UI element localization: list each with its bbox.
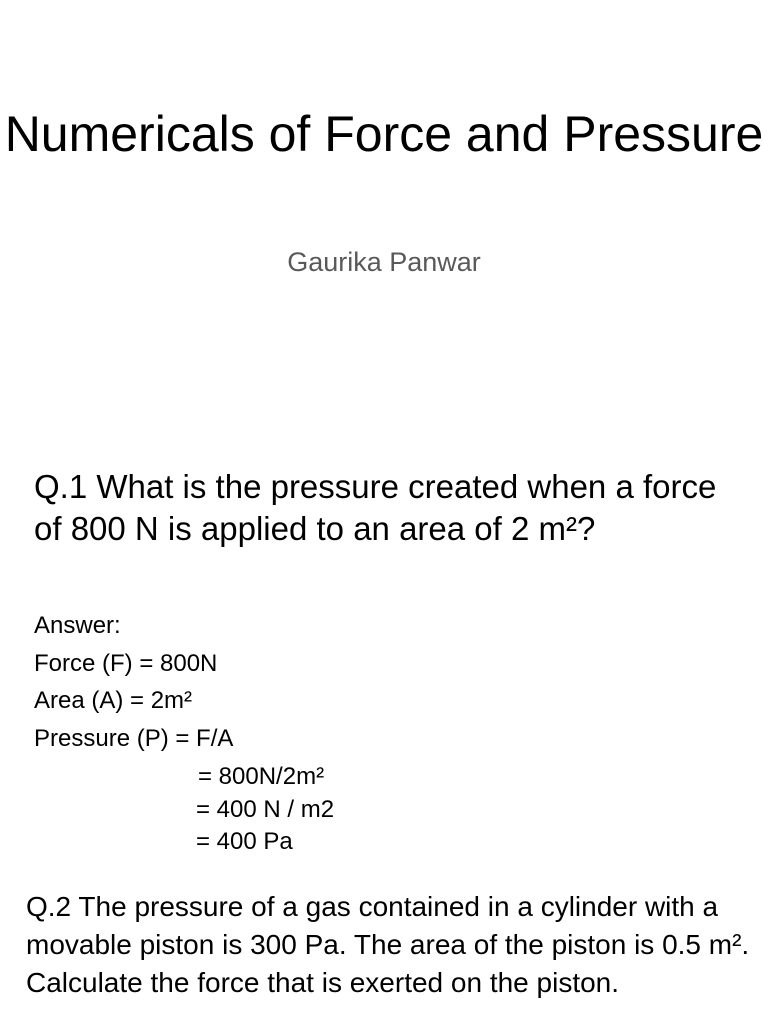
answer-pressure-line: Pressure (P) = F/A [34,725,234,752]
answer-step-2: = 400 N / m2 [196,796,335,823]
question-1: Q.1 What is the pressure created when a force of 800 N is applied to an area of 2 m²? [34,468,717,547]
answer-label: Answer: [34,612,121,639]
author-name: Gaurika Panwar [287,247,481,277]
answer-area-line: Area (A) = 2m² [34,687,193,714]
answer-step-1: = 800N/2m² [198,763,325,790]
answer-step-3: = 400 Pa [196,828,293,855]
question-2 [26,888,756,1002]
answer-force-line: Force (F) = 800N [34,650,218,677]
slide-title: Numericals of Force and Pressure [4,106,764,162]
question-2-text: The pressure of a gas contained in a cylinder with a movable piston is 300 Pa. The area of the piston is 0.5 m². Calculate the force that is exerted on the piston. [26,891,750,998]
question-2-number: Q.2 [26,891,72,922]
